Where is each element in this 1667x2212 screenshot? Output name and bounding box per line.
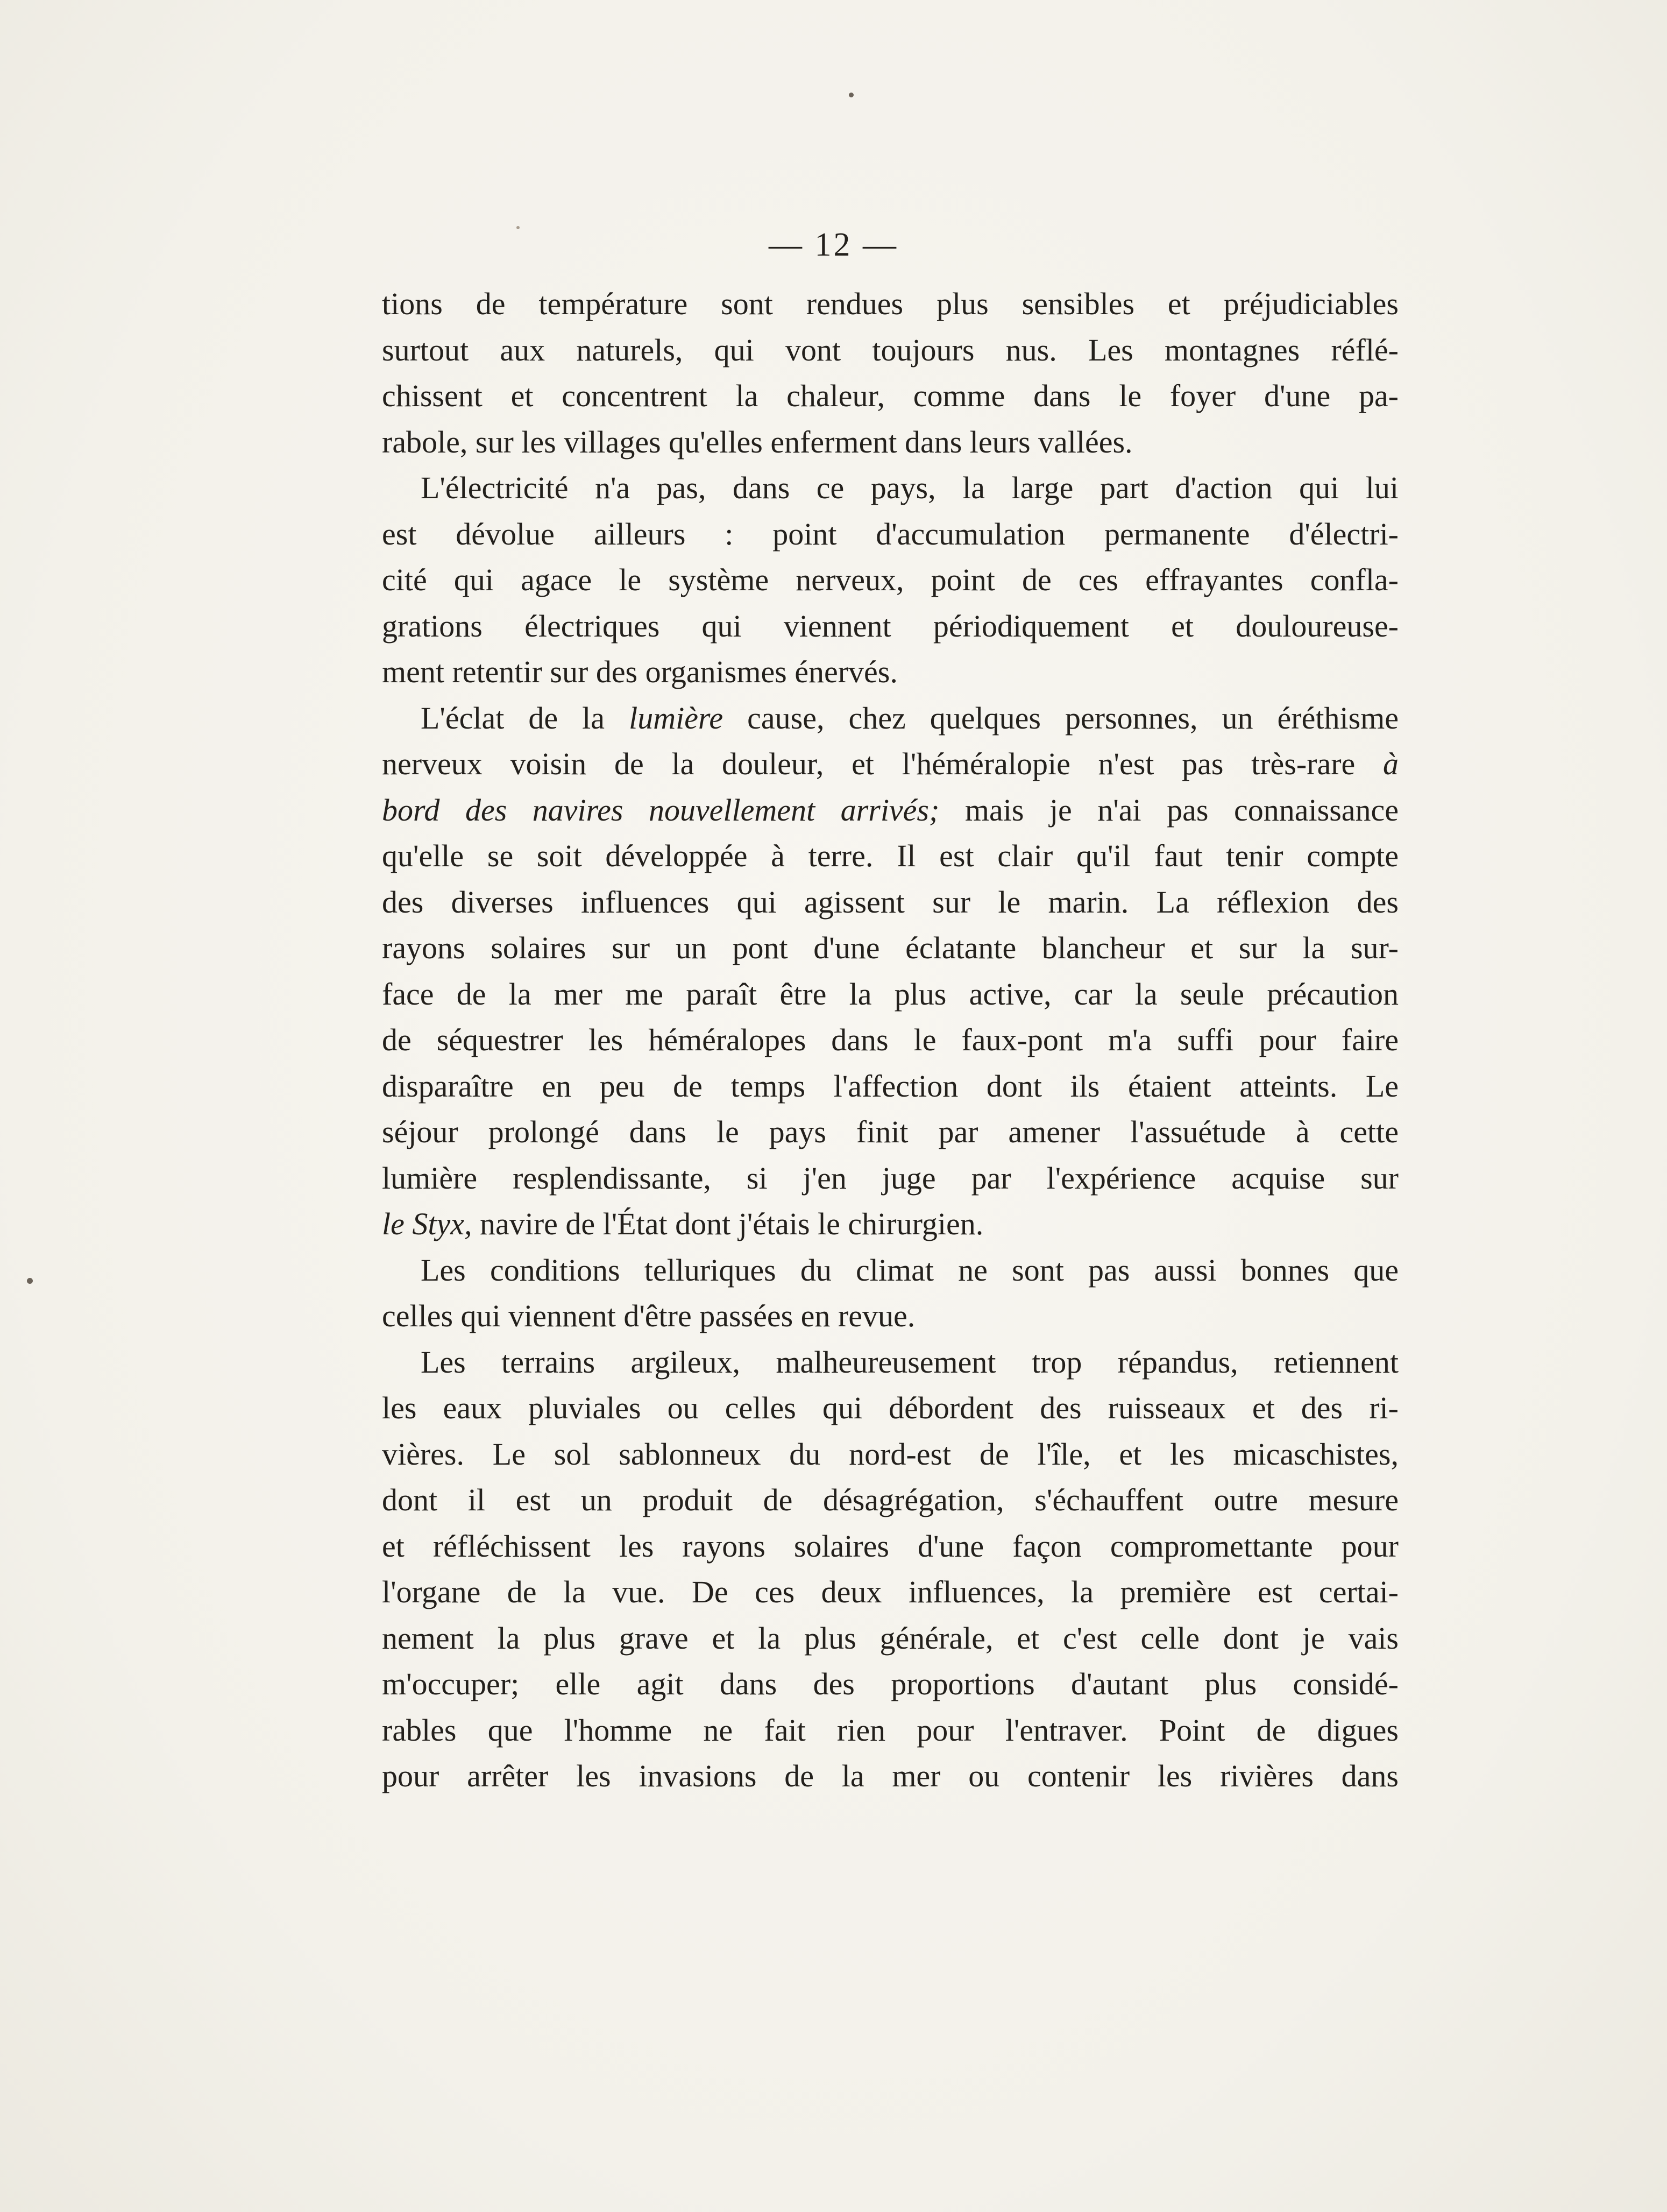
text-line: rayons solaires sur un pont d'une éclatante blancheur et sur la sur- (382, 930, 1399, 965)
text-line: de séquestrer les héméralopes dans le faux-pont m'a suffi pour faire (382, 1022, 1399, 1057)
text-line: tions de température sont rendues plus sensibles et préjudiciables (382, 286, 1399, 321)
text-line: surtout aux naturels, qui vont toujours nus. Les montagnes réflé- (382, 332, 1399, 368)
text-line: Les conditions telluriques du climat ne sont pas aussi bonnes que (421, 1252, 1399, 1288)
page-number: — 12 — (769, 227, 898, 263)
text-line: ment retentir sur des organismes énervés. (382, 654, 898, 689)
text-line: nerveux voisin de la douleur, et l'héméralopie n'est pas très-rare à (382, 746, 1399, 781)
text-line: dont il est un produit de désagrégation, s'échauffent outre mesure (382, 1482, 1399, 1517)
text-line: cité qui agace le système nerveux, point de ces effrayantes confla- (382, 562, 1399, 597)
speck-top (849, 93, 854, 97)
text-line: et réfléchissent les rayons solaires d'une façon compromettante pour (382, 1528, 1399, 1564)
text-line: rables que l'homme ne fait rien pour l'entraver. Point de digues (382, 1712, 1399, 1748)
text-line: le Styx, navire de l'État dont j'étais le chirurgien. (382, 1206, 984, 1241)
text-line: L'électricité n'a pas, dans ce pays, la large part d'action qui lui (421, 470, 1399, 505)
text-line: séjour prolongé dans le pays finit par amener l'assuétude à cette (382, 1114, 1399, 1149)
text-line: disparaître en peu de temps l'affection dont ils étaient atteints. Le (382, 1068, 1399, 1104)
text-line: grations électriques qui viennent périodiquement et douloureuse- (382, 608, 1399, 644)
text-line: nement la plus grave et la plus générale, et c'est celle dont je vais (382, 1620, 1399, 1656)
body-text (382, 281, 1399, 1799)
speck-left (27, 1278, 33, 1284)
text-line: Les terrains argileux, malheureusement trop répandus, retiennent (421, 1344, 1399, 1380)
text-line: qu'elle se soit développée à terre. Il est clair qu'il faut tenir compte (382, 838, 1399, 873)
text-line: face de la mer me paraît être la plus active, car la seule précaution (382, 976, 1399, 1012)
text-line: bord des navires nouvellement arrivés; mais je n'ai pas connaissance (382, 792, 1399, 828)
text-line: des diverses influences qui agissent sur le marin. La réflexion des (382, 884, 1399, 920)
text-line: rabole, sur les villages qu'elles enferment dans leurs vallées. (382, 424, 1133, 460)
text-line: est dévolue ailleurs : point d'accumulation permanente d'électri- (382, 516, 1399, 552)
text-line: celles qui viennent d'être passées en revue. (382, 1298, 916, 1333)
text-line: m'occuper; elle agit dans des proportions d'autant plus considé- (382, 1666, 1399, 1701)
text-line: vières. Le sol sablonneux du nord-est de l'île, et les micaschistes, (382, 1436, 1399, 1472)
text-line: chissent et concentrent la chaleur, comme dans le foyer d'une pa- (382, 378, 1399, 413)
text-line: lumière resplendissante, si j'en juge par l'expérience acquise sur (382, 1160, 1399, 1196)
text-line: pour arrêter les invasions de la mer ou contenir les rivières dans (382, 1758, 1399, 1793)
text-line: L'éclat de la lumière cause, chez quelques personnes, un éréthisme (421, 700, 1399, 736)
text-line: les eaux pluviales ou celles qui débordent des ruisseaux et des ri- (382, 1390, 1399, 1425)
text-line: l'organe de la vue. De ces deux influences, la première est certai- (382, 1574, 1399, 1609)
